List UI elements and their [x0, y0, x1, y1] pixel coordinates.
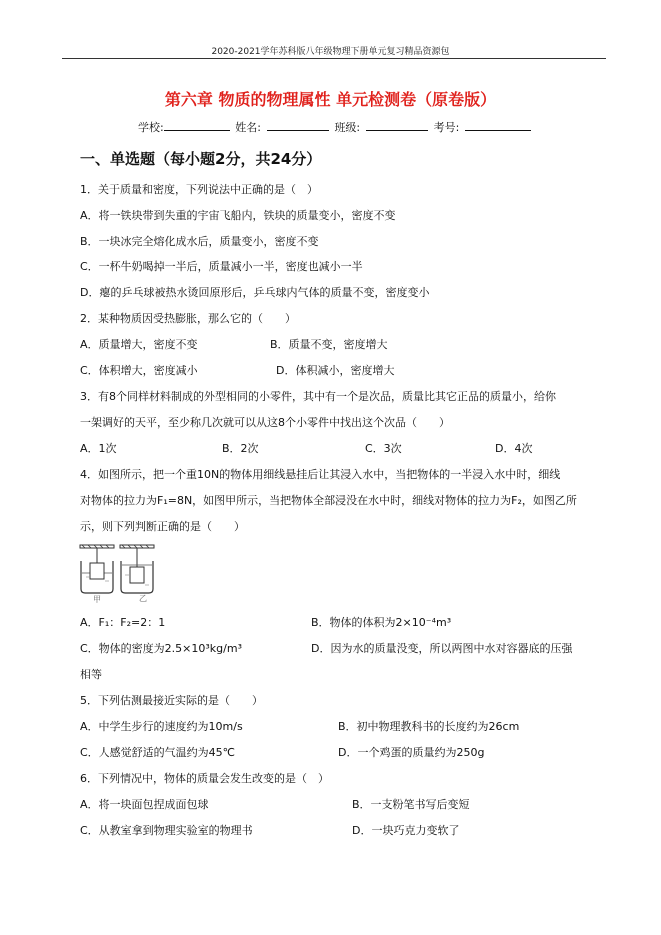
question-6-option-a: A．将一块面包捏成面包球 — [80, 798, 209, 811]
question-1-option-a: A．将一铁块带到失重的宇宙飞船内，铁块的质量变小，密度不变 — [80, 209, 396, 222]
name-blank[interactable] — [267, 119, 329, 131]
figure-jia — [80, 545, 114, 593]
question-3-option-d: D．4次 — [495, 442, 533, 455]
school-blank[interactable] — [164, 119, 230, 131]
question-4-option-d-line-2: 相等 — [80, 668, 102, 681]
question-2-option-d: D．体积减小，密度增大 — [276, 364, 395, 377]
header-rule — [62, 58, 606, 59]
student-info-line — [138, 119, 533, 135]
exam-number-label: 考号: — [433, 121, 460, 134]
section-heading: 一、单选题（每小题2分，共24分） — [80, 150, 322, 168]
name-label: 姓名: — [235, 121, 261, 134]
question-2-option-c: C．体积增大，密度减小 — [80, 364, 198, 377]
question-6-option-d: D．一块巧克力变软了 — [352, 824, 460, 837]
page-header: 2020-2021学年苏科版八年级物理下册单元复习精品资源包 — [211, 47, 450, 57]
question-2-stem: 2．某种物质因受热膨胀，那么它的（ ） — [80, 312, 296, 325]
question-4-option-d-line-1: D．因为水的质量没变，所以两图中水对容器底的压强 — [311, 642, 573, 655]
question-4-option-c: C．物体的密度为2.5×10³kg/m³ — [80, 642, 242, 655]
question-4-option-b: B．物体的体积为2×10⁻⁴m³ — [311, 616, 452, 629]
question-6-stem: 6．下列情况中，物体的质量会发生改变的是（ ） — [80, 772, 329, 785]
figure-yi — [120, 545, 154, 593]
question-3-option-a: A．1次 — [80, 442, 117, 455]
question-2-option-b: B．质量不变，密度增大 — [270, 338, 388, 351]
school-label: 学校: — [138, 121, 164, 134]
question-5-option-c: C．人感觉舒适的气温约为45℃ — [80, 746, 236, 759]
question-5-option-b: B．初中物理教科书的长度约为26cm — [338, 720, 520, 733]
question-1-stem: 1．关于质量和密度，下列说法中正确的是（ ） — [80, 183, 318, 196]
question-5-stem: 5．下列估测最接近实际的是（ ） — [80, 694, 263, 707]
figure-label-yi: 乙 — [139, 594, 147, 603]
question-3-stem-line-1: 3．有8个同样材料制成的外型相同的小零件，其中有一个是次品，质量比其它正品的质量小，给你 — [80, 390, 556, 403]
class-blank[interactable] — [366, 119, 428, 131]
question-3-option-c: C．3次 — [365, 442, 402, 455]
question-4-stem-line-2: 对物体的拉力为F₁=8N，如图甲所示，当把物体全部浸没在水中时，细线对物体的拉力为F₂，如图乙所 — [80, 494, 577, 507]
question-4-option-a: A．F₁：F₂=2：1 — [80, 616, 166, 629]
figure-label-jia: 甲 — [93, 595, 101, 604]
question-1-option-d: D．瘪的乒乓球被热水烫回原形后，乒乓球内气体的质量不变，密度变小 — [80, 286, 430, 299]
question-3-option-b: B．2次 — [222, 442, 259, 455]
question-5-option-a: A．中学生步行的速度约为10m/s — [80, 720, 243, 733]
page-title: 第六章 物质的物理属性 单元检测卷（原卷版） — [164, 90, 497, 109]
question-3-stem-line-2: 一架调好的天平，至少称几次就可以从这8个小零件中找出这个次品（ ） — [80, 416, 450, 429]
question-6-option-c: C．从教室拿到物理实验室的物理书 — [80, 824, 253, 837]
question-1-option-c: C．一杯牛奶喝掉一半后，质量减小一半，密度也减小一半 — [80, 260, 363, 273]
question-6-option-b: B．一支粉笔书写后变短 — [352, 798, 470, 811]
exam-number-blank[interactable] — [465, 119, 531, 131]
question-4-stem-line-3: 示，则下列判断正确的是（ ） — [80, 520, 245, 533]
class-label: 班级: — [334, 121, 361, 134]
question-4-stem-line-1: 4．如图所示，把一个重10N的物体用细线悬挂后让其浸入水中，当把物体的一半浸入水中时，细线 — [80, 468, 561, 481]
question-1-option-b: B．一块冰完全熔化成水后，质量变小，密度不变 — [80, 235, 319, 248]
question-2-option-a: A．质量增大，密度不变 — [80, 338, 198, 351]
question-5-option-d: D．一个鸡蛋的质量约为250g — [338, 746, 485, 759]
